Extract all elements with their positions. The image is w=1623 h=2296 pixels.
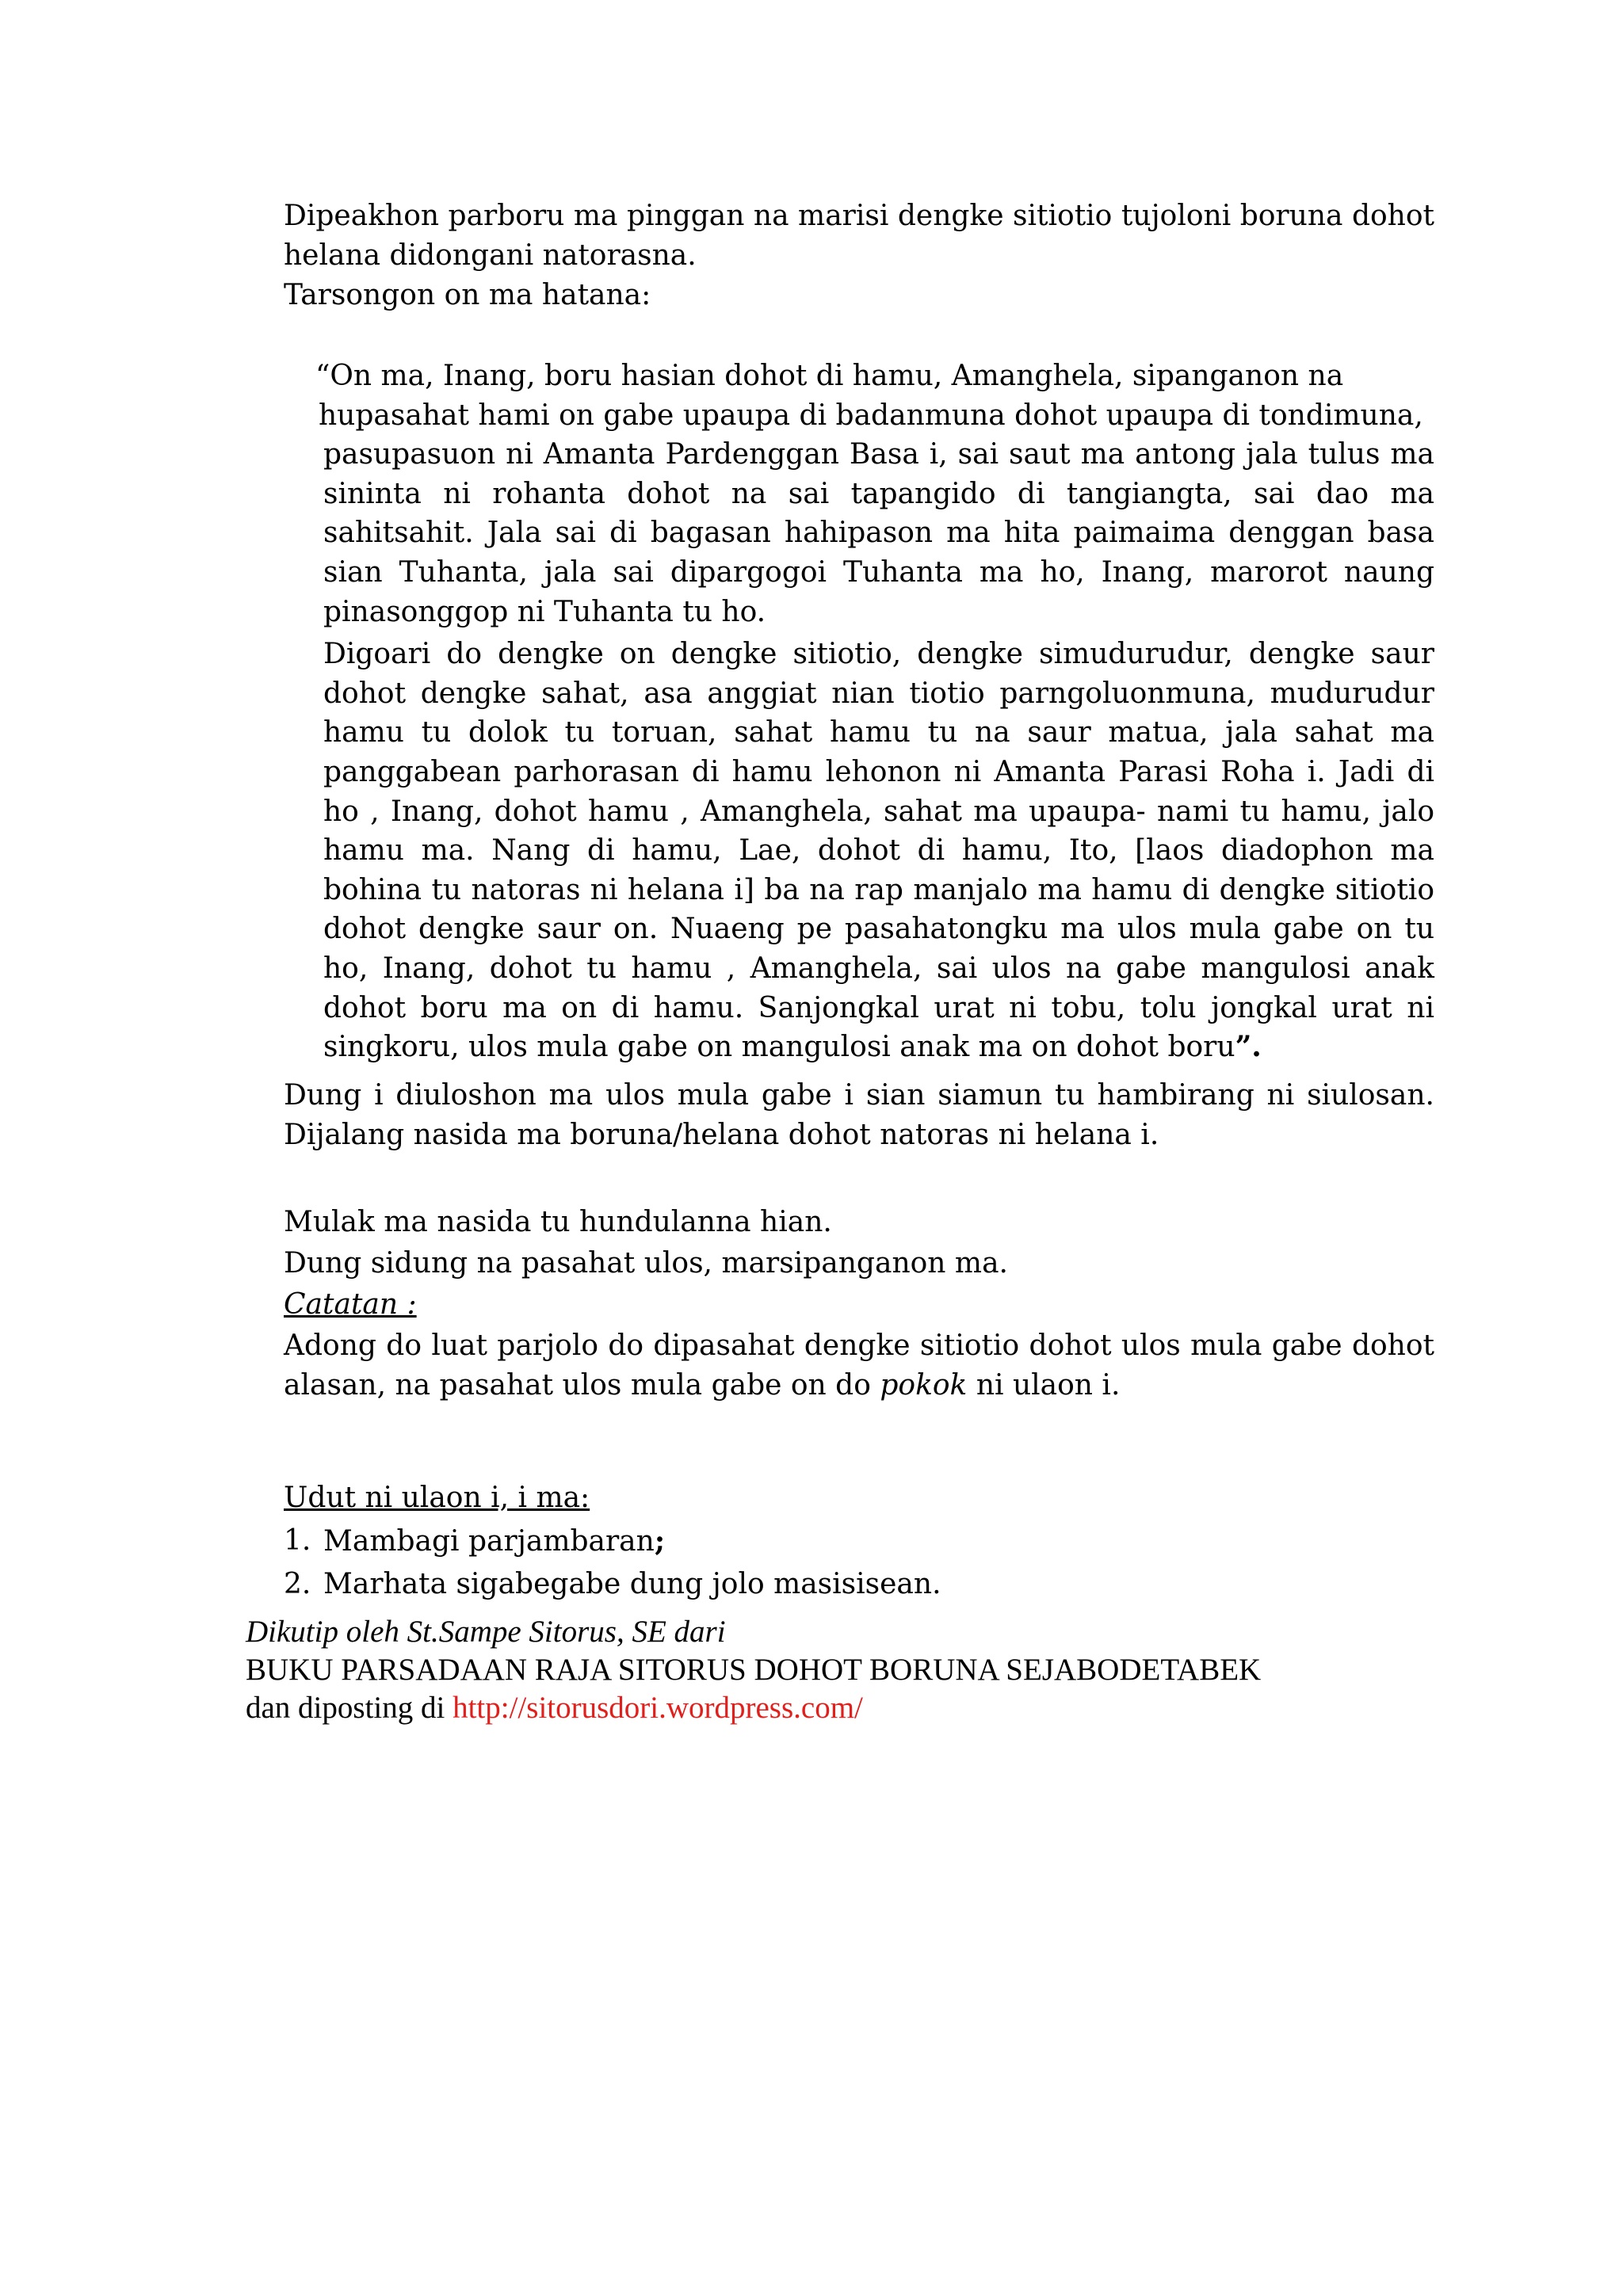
agenda-list [284,1521,1434,1604]
posted-prefix: dan diposting di [246,1691,453,1725]
intro-section [284,196,1434,315]
intro-lead-in: Tarsongon on ma hatana: [284,279,651,311]
agenda-heading: Udut ni ulaon i, i ma: [284,1482,590,1514]
list-item-number: 2. [284,1568,311,1600]
note-text-a: Adong do luat parjolo do dipasahat dengke sitiotio dohot ulos mula gabe dohot alasan, na pasahat ulos mula gabe on do [284,1329,1434,1402]
attribution-footer [246,1613,1514,1727]
note-text-b: ni ulaon i. [967,1369,1121,1402]
list-item [284,1521,1434,1562]
list-item-number: 1. [284,1524,311,1557]
book-title-line: BUKU PARSADAAN RAJA SITORUS DOHOT BORUNA SEJABODETABEK [246,1653,1262,1687]
posted-line [246,1689,1514,1727]
list-item-text [323,1521,665,1562]
list-item-label: Marhata sigabegabe dung jolo masisisean. [323,1568,941,1600]
quote-line-2: hupasahat hami on gabe upaupa di badanmuna dohot upaupa di tondimuna, [319,399,1423,432]
quote-line-1: “On ma, Inang, boru hasian dohot di hamu, Amanghela, sipanganon na [315,360,1344,392]
after-paragraph-2: Mulak ma nasida tu hundulanna hian. [284,1206,832,1238]
quote-paragraph-2 [323,635,1434,1067]
agenda-section [284,1478,1434,1518]
intro-paragraph: Dipeakhon parboru ma pinggan na marisi dengke sitiotio tujoloni boruna dohot helana didongani natorasna. [284,200,1434,272]
quoted-speech [315,357,1434,1067]
quoted-by-line: Dikutip oleh St.Sampe Sitorus, SE dari [246,1615,726,1649]
after-paragraph-3: Dung sidung na pasahat ulos, marsipanganon ma. [284,1247,1008,1280]
after-paragraph-1: Dung i diuloshon ma ulos mula gabe i sian siamun tu hambirang ni siulosan. Dijalang nasida ma boruna/helana dohot natoras ni helana i. [284,1079,1434,1151]
list-item-suffix: ; [654,1524,666,1558]
note-paragraph [284,1326,1434,1405]
quote-paragraph-1: pasupasuon ni Amanta Pardenggan Basa i, sai saut ma antong jala tulus ma sininta ni rohanta dohot na sai tapangido di tangiangta, sai dao ma sahitsahit. Jala sai di bagasan hahipason ma hita paimaima denggan basa sian Tuhanta, jala sai dipargogoi Tuhanta ma ho, Inang, marorot naung pinasonggop ni Tuhanta tu ho. [323,438,1434,628]
note-text-italic: pokok [880,1369,968,1402]
quote-closing-mark: ”. [1235,1030,1262,1064]
list-item-label: Mambagi parjambaran [323,1525,655,1558]
after-speech-paragraph [284,1076,1434,1155]
quote-paragraph-2-text: Digoari do dengke on dengke sitiotio, dengke simudurudur, dengke saur dohot dengke sahat, asa anggiat nian tiotio parngoluonmuna, mudurudur hamu tu dolok tu toruan, sahat hamu tu na saur matua, jala sahat ma panggabean parhorasan di hamu lehonon ni Amanta Parasi Roha i. Jadi di ho , Inang, dohot hamu , Amanghela, sahat ma upaupa- nami tu hamu, jalo hamu ma. Nang di hamu, Lae, dohot di hamu, Ito, [laos diadophon ma bohina tu natoras ni helana i] ba na rap manjalo ma hamu di dengke sitiotio dohot dengke saur on. Nuaeng pe pasahatongku ma ulos mula gabe on tu ho, Inang, dohot tu hamu , Amanghela, sai ulos na gabe mangulosi anak dohot boru ma on di hamu. Sanjongkal urat ni tobu, tolu jongkal urat ni singkoru, ulos mula gabe on mangulosi anak ma on dohot boru [323,638,1434,1064]
blog-link[interactable]: http://sitorusdori.wordpress.com/ [453,1691,863,1725]
note-label: Catatan : [284,1288,417,1321]
return-section [284,1203,1434,1405]
list-item [284,1565,1434,1604]
